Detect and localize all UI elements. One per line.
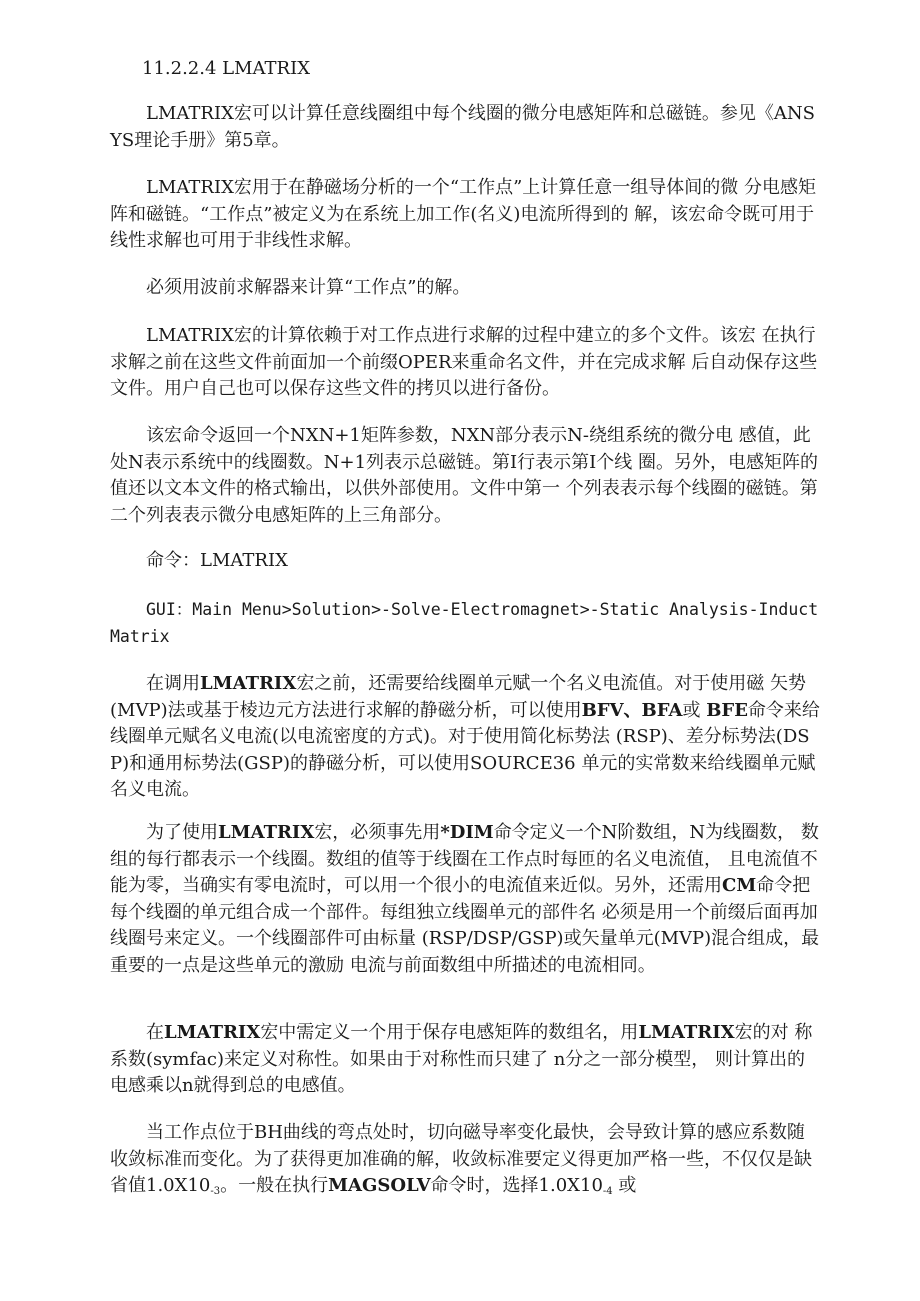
paragraph-files: [110, 323, 822, 403]
text-run: 为了使用: [146, 822, 218, 843]
paragraph-convergence: [110, 1120, 822, 1206]
text-run: 宏的对 称系数(symfac)来定义对称性。如果由于对称性而只建了 n分之一部分模型， 则计算出的电感乘以n就得到总的电感值。: [110, 1022, 813, 1096]
command-name: LMATRIX: [218, 822, 315, 843]
paragraph-matrix-return-text: 该宏命令返回一个NXN+1矩阵参数，NXN部分表示N-绕组系统的微分电 感值，此处N表示系统中的线圈数。N+1列表示总磁链。第I行表示第I个线 圈。另外，电感矩阵的值还以文本文件的格式输出，以供外部使用。文件中第一 个列表表示每个线圈的磁链。第二个列表表示微分电感矩阵的上三角部分。: [110, 425, 818, 526]
paragraph-operating-point-text: LMATRIX宏用于在静磁场分析的一个“工作点”上计算任意一组导体间的微 分电感矩阵和磁链。“工作点”被定义为在系统上加工作(名义)电流所得到的 解，该宏命令既可用于线性求解也可用于非线性求解。: [110, 177, 817, 251]
command-text: 命令：LMATRIX: [146, 550, 288, 571]
paragraph-operating-point: [110, 175, 822, 255]
command-name: BFE: [706, 699, 748, 721]
exponent: -4: [602, 1186, 613, 1197]
paragraph-frontal-solver-text: 必须用波前求解器来计算“工作点”的解。: [146, 277, 471, 298]
paragraph-matrix-return: [110, 423, 822, 529]
text-run: 在: [146, 1022, 164, 1043]
paragraph-intro: [110, 101, 822, 154]
text-run: 宏之前，还需要给线圈单元赋一个名义电流值。对于使用磁 矢势(MVP)法或基于棱边元方法进行求解的静磁分析，可以使用: [110, 673, 807, 721]
command-name: LMATRIX: [200, 673, 297, 694]
paragraph-nominal-current: [110, 671, 822, 804]
text-run: 在调用: [146, 673, 200, 694]
command-name: MAGSOLV: [328, 1175, 431, 1196]
command-name: *DIM: [440, 822, 494, 843]
paragraph-files-text: LMATRIX宏的计算依赖于对工作点进行求解的过程中建立的多个文件。该宏 在执行求解之前在这些文件前面加一个前缀OPER来重命名文件，并在完成求解 后自动保存这些文件。用户自己也可以保存这些文件的拷贝以进行备份。: [110, 325, 818, 399]
text-run: 当工作点位于BH曲线的弯点处时，切向磁导率变化最快，会导致计算的感应系数随收敛标准而变化。为了获得更加准确的解，收敛标准要定义得更加严格一些，不仅仅是缺省值1.0X10: [110, 1122, 812, 1196]
command-name: LMATRIX: [638, 1022, 735, 1043]
paragraph-dim-array: [110, 820, 822, 979]
text-run: 命令时，选择1.0X10: [430, 1175, 603, 1196]
command-name: CM: [722, 875, 757, 896]
command-name: LMATRIX: [164, 1022, 261, 1043]
text-run: 命令定义一个N阶数组，N为线圈数， 数组的每行都表示一个线圈。数组的值等于线圈在工作点时每匝的名义电流值， 且电流值不能为零，当确实有零电流时，可以用一个很小的电流值来近似。另外，还需用: [110, 822, 819, 896]
command-name: BFV、BFA: [581, 699, 683, 721]
paragraph-frontal-solver: [110, 275, 822, 302]
text-run: 宏，必须事先用: [314, 822, 441, 843]
paragraph-command: [110, 548, 822, 575]
text-run: 宏中需定义一个用于保存电感矩阵的数组名，用: [260, 1022, 639, 1043]
paragraph-intro-text: LMATRIX宏可以计算任意线圈组中每个线圈的微分电感矩阵和总磁链。参见《ANSYS理论手册》第5章。: [110, 103, 815, 151]
text-run: 命令把每个线圈的单元组合成一个部件。每组独立线圈单元的部件名 必须是用一个前缀后面再加线圈号来定义。一个线圈部件可由标量 (RSP/DSP/GSP)或矢量单元(MVP)混合组成，最重要的一点是这些单元的激励 电流与前面数组中所描述的电流相同。: [110, 875, 820, 976]
text-run: 或: [612, 1175, 637, 1196]
text-run: 或: [682, 699, 707, 721]
exponent: -3: [210, 1186, 221, 1197]
gui-path-text: GUI：Main Menu>Solution>-Solve-Electromagnet>-Static Analysis-Induct Matrix: [110, 600, 819, 646]
paragraph-symmetry: [110, 1020, 822, 1100]
text-run: 命令来给线圈单元赋名义电流(以电流密度的方式)。对于使用简化标势法 (RSP)、差分标势法(DSP)和通用标势法(GSP)的静磁分析，可以使用SOURCE36 单元的实常数来给线圈单元赋名义电流。: [110, 699, 820, 800]
section-heading: 11.2.2.4 LMATRIX: [142, 58, 311, 79]
text-run: 。一般在执行: [220, 1175, 329, 1196]
paragraph-gui-path: [110, 597, 822, 650]
